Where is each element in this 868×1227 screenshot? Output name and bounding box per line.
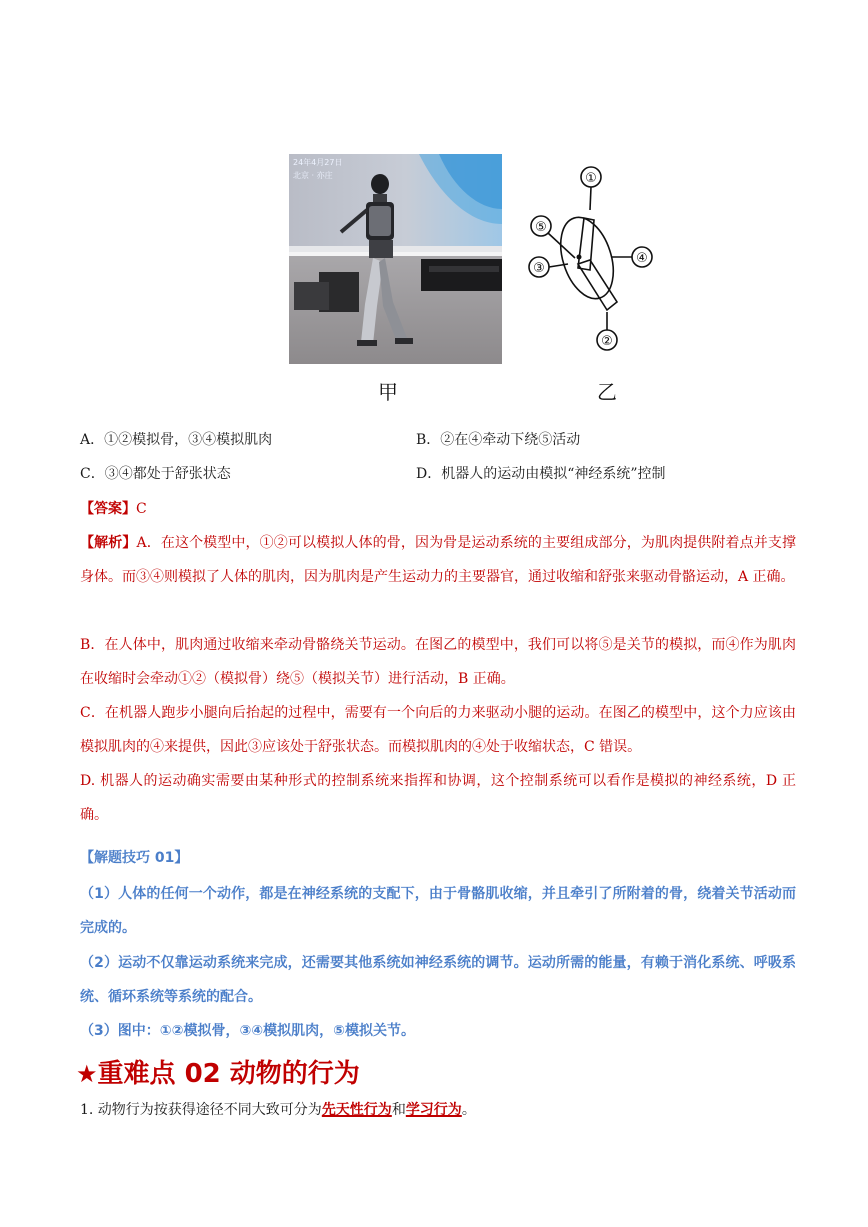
tip-item-2: （2）运动不仅靠运动系统来完成，还需要其他系统如神经系统的调节。运动所需的能量，有赖于消化系统、呼吸系统、循环系统等系统的配合。	[80, 955, 796, 1005]
caption-jia: 甲	[378, 380, 398, 404]
answer-tag: 【答案】	[80, 501, 136, 517]
term-learned-behavior: 学习行为	[405, 1102, 462, 1118]
tips-title: 【解题技巧 01】	[80, 850, 189, 866]
analysis-d: D. 机器人的运动确实需要由某种形式的控制系统来指挥和协调，这个控制系统可以看作是模拟的神经系统，D 正确。	[80, 773, 796, 823]
caption-yi: 乙	[597, 380, 617, 404]
label-2: ②	[601, 334, 613, 349]
photo-place: 北京 · 亦庄	[293, 171, 333, 180]
photo-date: 24年4月27日	[293, 158, 343, 167]
analysis-a	[80, 526, 796, 594]
answer-value: C	[136, 501, 147, 517]
answer-line	[80, 499, 147, 519]
label-5: ⑤	[535, 220, 547, 235]
robot-photo-image	[289, 154, 502, 364]
photo-overlay-text	[293, 156, 342, 182]
joint-model-diagram	[520, 160, 670, 360]
star-icon: ★	[76, 1060, 98, 1088]
label-1: ①	[585, 171, 597, 186]
point-1	[80, 1098, 476, 1122]
tip-item-1: （1）人体的任何一个动作，都是在神经系统的支配下，由于骨骼肌收缩，并且牵引了所附着的骨，绕着关节活动而完成的。	[80, 886, 796, 936]
robot-photo	[289, 154, 502, 364]
term-innate-behavior: 先天性行为	[321, 1102, 392, 1118]
analysis-c: C．在机器人跑步小腿向后抬起的过程中，需要有一个向后的力来驱动小腿的运动。在图乙的模型中，这个力应该由模拟肌肉的④来提供，因此③应该处于舒张状态。而模拟肌肉的④处于收缩状态，C 错误。	[80, 705, 796, 755]
joint-model-svg	[520, 160, 670, 360]
analysis-a-text: A．在这个模型中，①②可以模拟人体的骨，因为骨是运动系统的主要组成部分，为肌肉提供附着点并支撑身体。而③④则模拟了人体的肌肉，因为肌肉是产生运动力的主要器官，通过收缩和舒张来驱动骨骼运动，A 正确。	[80, 535, 797, 585]
point-1-suffix: 。	[461, 1102, 476, 1118]
option-d[interactable]: D．机器人的运动由模拟“神经系统”控制	[416, 466, 666, 482]
option-c[interactable]: C．③④都处于舒张状态	[80, 466, 231, 482]
point-1-mid: 和	[391, 1102, 406, 1118]
section-title: 重难点 02 动物的行为	[97, 1059, 360, 1089]
option-b[interactable]: B．②在④牵动下绕⑤活动	[416, 432, 581, 448]
leader-1	[590, 187, 591, 210]
option-a[interactable]: A．①②模拟骨，③④模拟肌肉	[80, 432, 273, 448]
section-heading	[76, 1054, 360, 1094]
tip-item-3: （3）图中：①②模拟骨，③④模拟肌肉，⑤模拟关节。	[80, 1023, 416, 1039]
label-3: ③	[533, 261, 545, 276]
analysis-tag: 【解析】	[80, 535, 137, 551]
analysis-b: B．在人体中，肌肉通过收缩来牵动骨骼绕关节运动。在图乙的模型中，我们可以将⑤是关节的模拟，而④作为肌肉在收缩时会牵动①②（模拟骨）绕⑤（模拟关节）进行活动，B 正确。	[80, 637, 796, 687]
label-4: ④	[636, 251, 648, 266]
point-1-prefix: 1. 动物行为按获得途径不同大致可分为	[80, 1102, 322, 1118]
muscle-ellipse	[551, 211, 623, 306]
joint-point	[577, 255, 582, 260]
